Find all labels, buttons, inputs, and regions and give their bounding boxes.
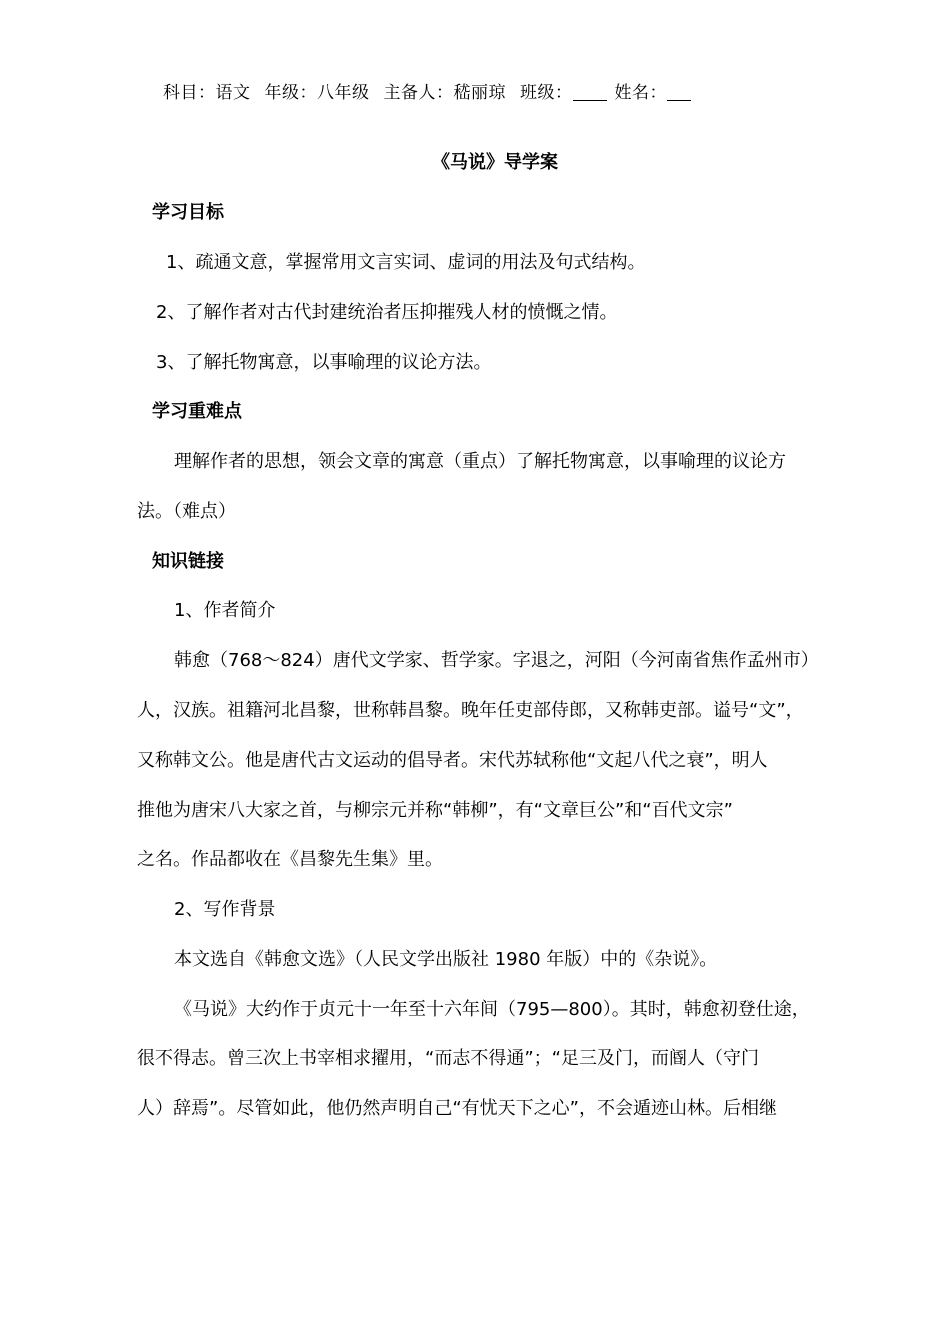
- author-line-3: 又称韩文公。他是唐代古文运动的倡导者。宋代苏轼称他“文起八代之衰”，明人: [137, 750, 768, 771]
- background-line-2: 《马说》大约作于贞元十一年至十六年间（795—800）。其时，韩愈初登仕途，: [174, 999, 810, 1020]
- header-info: [163, 78, 691, 103]
- objective-item-1: 1、疏通文意，掌握常用文言实词、虚词的用法及句式结构。: [166, 252, 646, 273]
- author-intro-heading: 1、作者简介: [174, 600, 276, 621]
- class-blank: [573, 84, 607, 101]
- author-line-4: 推他为唐宋八大家之首，与柳宗元并称“韩柳”，有“文章巨公”和“百代文宗”: [137, 800, 733, 821]
- background-line-1: 本文选自《韩愈文选》（人民文学出版社 1980 年版）中的《杂说》。: [174, 949, 718, 970]
- objective-item-2: 2、了解作者对古代封建统治者压抑摧残人材的愤慨之情。: [156, 302, 618, 323]
- key-points-line-2: 法。（难点）: [137, 501, 236, 522]
- document-title: 《马说》导学案: [432, 152, 558, 173]
- key-points-heading: 学习重难点: [152, 401, 242, 422]
- objective-item-3: 3、了解托物寓意，以事喻理的议论方法。: [156, 352, 492, 373]
- author-line-1: 韩愈（768～824）唐代文学家、哲学家。字退之，河阳（今河南省焦作孟州市）: [174, 650, 819, 671]
- objectives-heading: 学习目标: [152, 202, 224, 223]
- background-line-4: 人）辞焉”。尽管如此，他仍然声明自己“有忧天下之心”，不会遁迹山林。后相继: [137, 1098, 777, 1119]
- subject-label: 科目：语文: [163, 83, 251, 103]
- preparer-label: 主备人：嵇丽琼: [383, 83, 506, 103]
- knowledge-heading: 知识链接: [152, 551, 224, 572]
- background-heading: 2、写作背景: [174, 899, 276, 920]
- grade-label: 年级：八年级: [264, 83, 370, 103]
- author-line-2: 人，汉族。祖籍河北昌黎，世称韩昌黎。晚年任吏部侍郎，又称韩吏部。谥号“文”，: [137, 700, 804, 721]
- author-line-5: 之名。作品都收在《昌黎先生集》里。: [137, 849, 443, 870]
- background-line-3: 很不得志。曾三次上书宰相求擢用，“而志不得通”；“足三及门，而阍人（守门: [137, 1048, 759, 1069]
- name-label: 姓名：: [614, 83, 667, 103]
- key-points-line-1: 理解作者的思想，领会文章的寓意（重点）了解托物寓意，以事喻理的议论方: [174, 451, 786, 472]
- class-label: 班级：: [520, 83, 573, 103]
- name-blank: [667, 84, 691, 101]
